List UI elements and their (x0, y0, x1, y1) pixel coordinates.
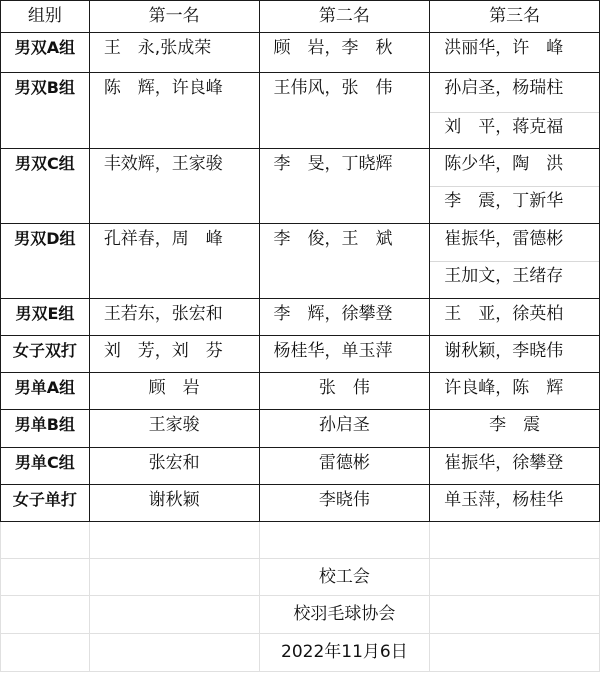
third-place-cell: 单玉萍，杨桂华 (430, 485, 600, 522)
second-place-cell: 李 旻，丁晓辉 (259, 149, 430, 224)
header-third: 第三名 (430, 1, 600, 33)
table-row (1, 410, 600, 448)
third-place-cell: 陈少华，陶 洪 (430, 149, 600, 187)
third-place-cell: 孙启圣，杨瑞柱 (430, 73, 600, 113)
footer-row (1, 596, 600, 634)
first-place-cell: 孔祥春，周 峰 (89, 224, 259, 299)
second-place-cell: 张 伟 (259, 373, 430, 410)
third-place-cell: 李 震 (430, 410, 600, 448)
first-place-cell: 王若东，张宏和 (89, 299, 259, 336)
header-second: 第二名 (259, 1, 430, 33)
group-cell: 女子单打 (1, 485, 90, 522)
second-place-cell: 李晓伟 (259, 485, 430, 522)
group-cell: 男单B组 (1, 410, 90, 448)
second-place-cell: 孙启圣 (259, 410, 430, 448)
second-place-cell: 雷德彬 (259, 448, 430, 485)
third-place-cell: 许良峰，陈 辉 (430, 373, 600, 410)
first-place-cell: 张宏和 (89, 448, 259, 485)
second-place-cell: 李 俊，王 斌 (259, 224, 430, 299)
footer-org1: 校工会 (259, 559, 430, 596)
footer-row (1, 559, 600, 596)
third-place-cell: 崔振华，雷德彬 (430, 224, 600, 262)
header-first: 第一名 (89, 1, 259, 33)
first-place-cell: 丰效辉，王家骏 (89, 149, 259, 224)
table-row (1, 485, 600, 522)
footer-org2: 校羽毛球协会 (259, 596, 430, 634)
table-row (1, 73, 600, 113)
second-place-cell: 王伟风，张 伟 (259, 73, 430, 149)
header-group: 组别 (1, 1, 90, 33)
table-row (1, 336, 600, 373)
first-place-cell: 谢秋颖 (89, 485, 259, 522)
third-place-cell: 洪丽华，许 峰 (430, 33, 600, 73)
blank-row (1, 522, 600, 559)
second-place-cell: 李 辉，徐攀登 (259, 299, 430, 336)
third-place-cell: 崔振华，徐攀登 (430, 448, 600, 485)
footer-date: 2022年11月6日 (259, 634, 430, 672)
table-row (1, 149, 600, 187)
group-cell: 男双E组 (1, 299, 90, 336)
table-row (1, 448, 600, 485)
group-cell: 男双D组 (1, 224, 90, 299)
group-cell: 男双A组 (1, 33, 90, 73)
group-cell: 男单A组 (1, 373, 90, 410)
first-place-cell: 顾 岩 (89, 373, 259, 410)
third-place-cell: 谢秋颖，李晓伟 (430, 336, 600, 373)
group-cell: 男双C组 (1, 149, 90, 224)
first-place-cell: 王 永,张成荣 (89, 33, 259, 73)
group-cell: 男单C组 (1, 448, 90, 485)
header-row (1, 1, 600, 33)
second-place-cell: 顾 岩，李 秋 (259, 33, 430, 73)
third-place-cell: 李 震，丁新华 (430, 187, 600, 224)
group-cell: 女子双打 (1, 336, 90, 373)
first-place-cell: 陈 辉，许良峰 (89, 73, 259, 149)
table-row (1, 373, 600, 410)
table-row (1, 224, 600, 262)
table-row (1, 299, 600, 336)
third-place-cell: 王 亚，徐英柏 (430, 299, 600, 336)
first-place-cell: 王家骏 (89, 410, 259, 448)
second-place-cell: 杨桂华，单玉萍 (259, 336, 430, 373)
footer-row (1, 634, 600, 672)
table-row (1, 33, 600, 73)
first-place-cell: 刘 芳，刘 芬 (89, 336, 259, 373)
third-place-cell: 王加文，王绪存 (430, 262, 600, 299)
group-cell: 男双B组 (1, 73, 90, 149)
third-place-cell: 刘 平，蒋克福 (430, 113, 600, 149)
